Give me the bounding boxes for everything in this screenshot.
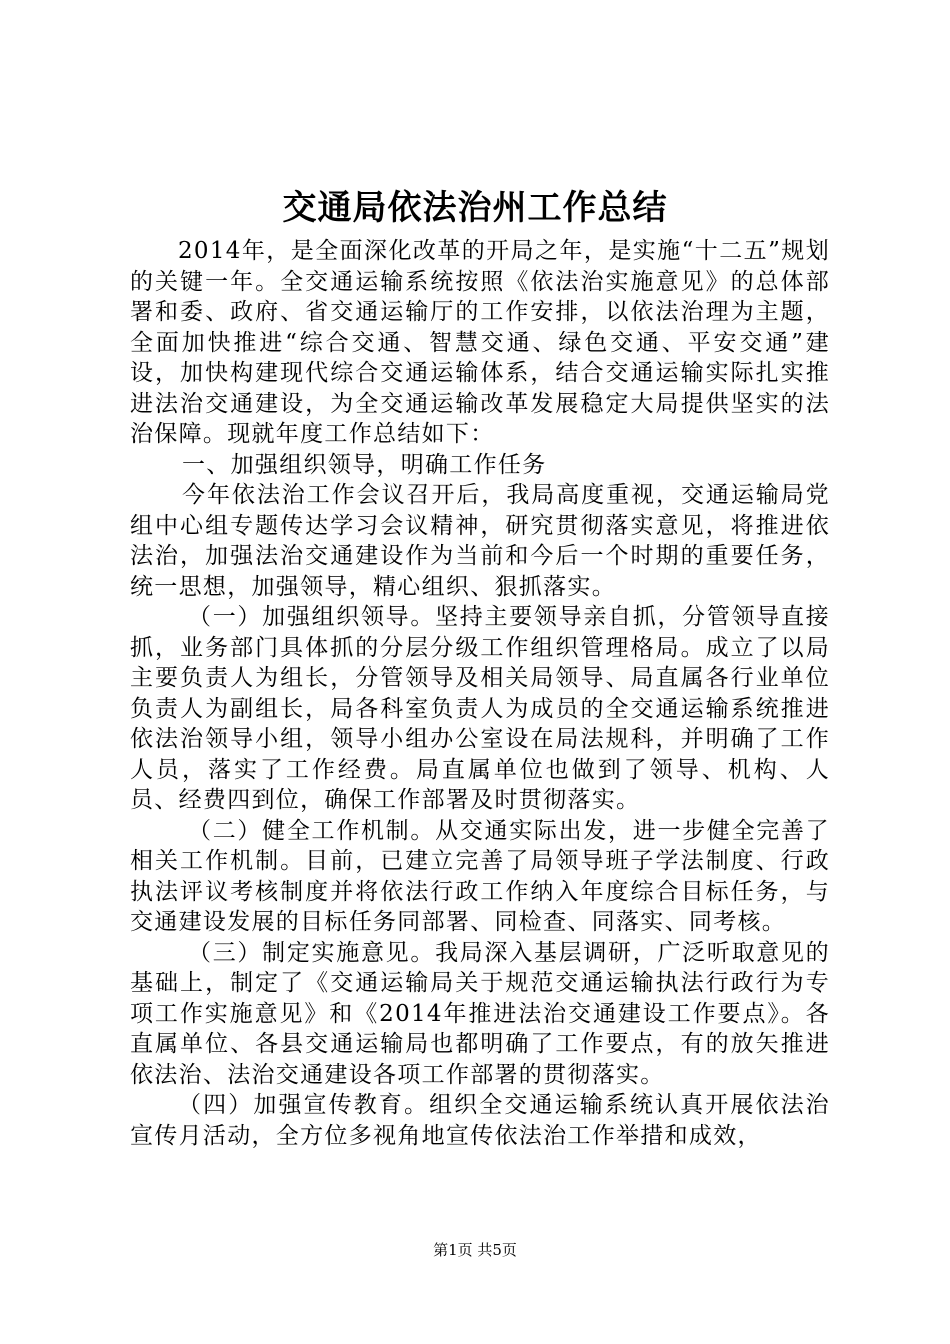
section-heading-1: 一、加强组织领导，明确工作任务 [182,451,547,478]
paragraph-intro: 2014年，是全面深化改革的开局之年，是实施“十二五”规划的关键一年。全交通运输系统按照《依法治实施意见》的总体部署和委、政府、省交通运输厅的工作安排，以依法治理为主题，全面加快推进“综合交通、智慧交通、绿色交通、平安交通”建设，加快构建现代综合交通运输体系，结合交通运输实际扎实推进法治交通建设，为全交通运输改革发展稳定大局提供坚实的法治保障。现就年度工作总结如下： [130,238,830,447]
page-number-footer: 第1页 共5页 [433,1241,517,1259]
paragraph-item-2: （二）健全工作机制。从交通实际出发，进一步健全完善了相关工作机制。目前，已建立完善了局领导班子学法制度、行政执法评议考核制度并将依法行政工作纳入年度综合目标任务，与交通建设发展的目标任务同部署、同检查、同落实、同考核。 [130,817,830,935]
paragraph-item-4: （四）加强宣传教育。组织全交通运输系统认真开展依法治宣传月活动，全方位多视角地宣传依法治工作举措和成效， [130,1092,830,1149]
paragraph-item-1: （一）加强组织领导。坚持主要领导亲自抓，分管领导直接抓，业务部门具体抓的分层分级工作组织管理格局。成立了以局主要负责人为组长，分管领导及相关局领导、局直属各行业单位负责人为副组长，局各科室负责人为成员的全交通运输系统推进依法治领导小组，领导小组办公室设在局法规科，并明确了工作人员，落实了工作经费。局直属单位也做到了领导、机构、人员、经费四到位，确保工作部署及时贯彻落实。 [130,604,830,813]
paragraph-section-1: 今年依法治工作会议召开后，我局高度重视，交通运输局党组中心组专题传达学习会议精神，研究贯彻落实意见，将推进依法治，加强法治交通建设作为当前和今后一个时期的重要任务，统一思想，加强领导，精心组织、狠抓落实。 [130,482,830,600]
document-body [130,236,830,1151]
document-title: 交通局依法治州工作总结 [282,188,668,228]
paragraph-item-3: （三）制定实施意见。我局深入基层调研，广泛听取意见的基础上，制定了《交通运输局关于规范交通运输执法行政行为专项工作实施意见》和《2014年推进法治交通建设工作要点》。各直属单位、各县交通运输局也都明确了工作要点，有的放矢推进依法治、法治交通建设各项工作部署的贯彻落实。 [130,939,830,1088]
